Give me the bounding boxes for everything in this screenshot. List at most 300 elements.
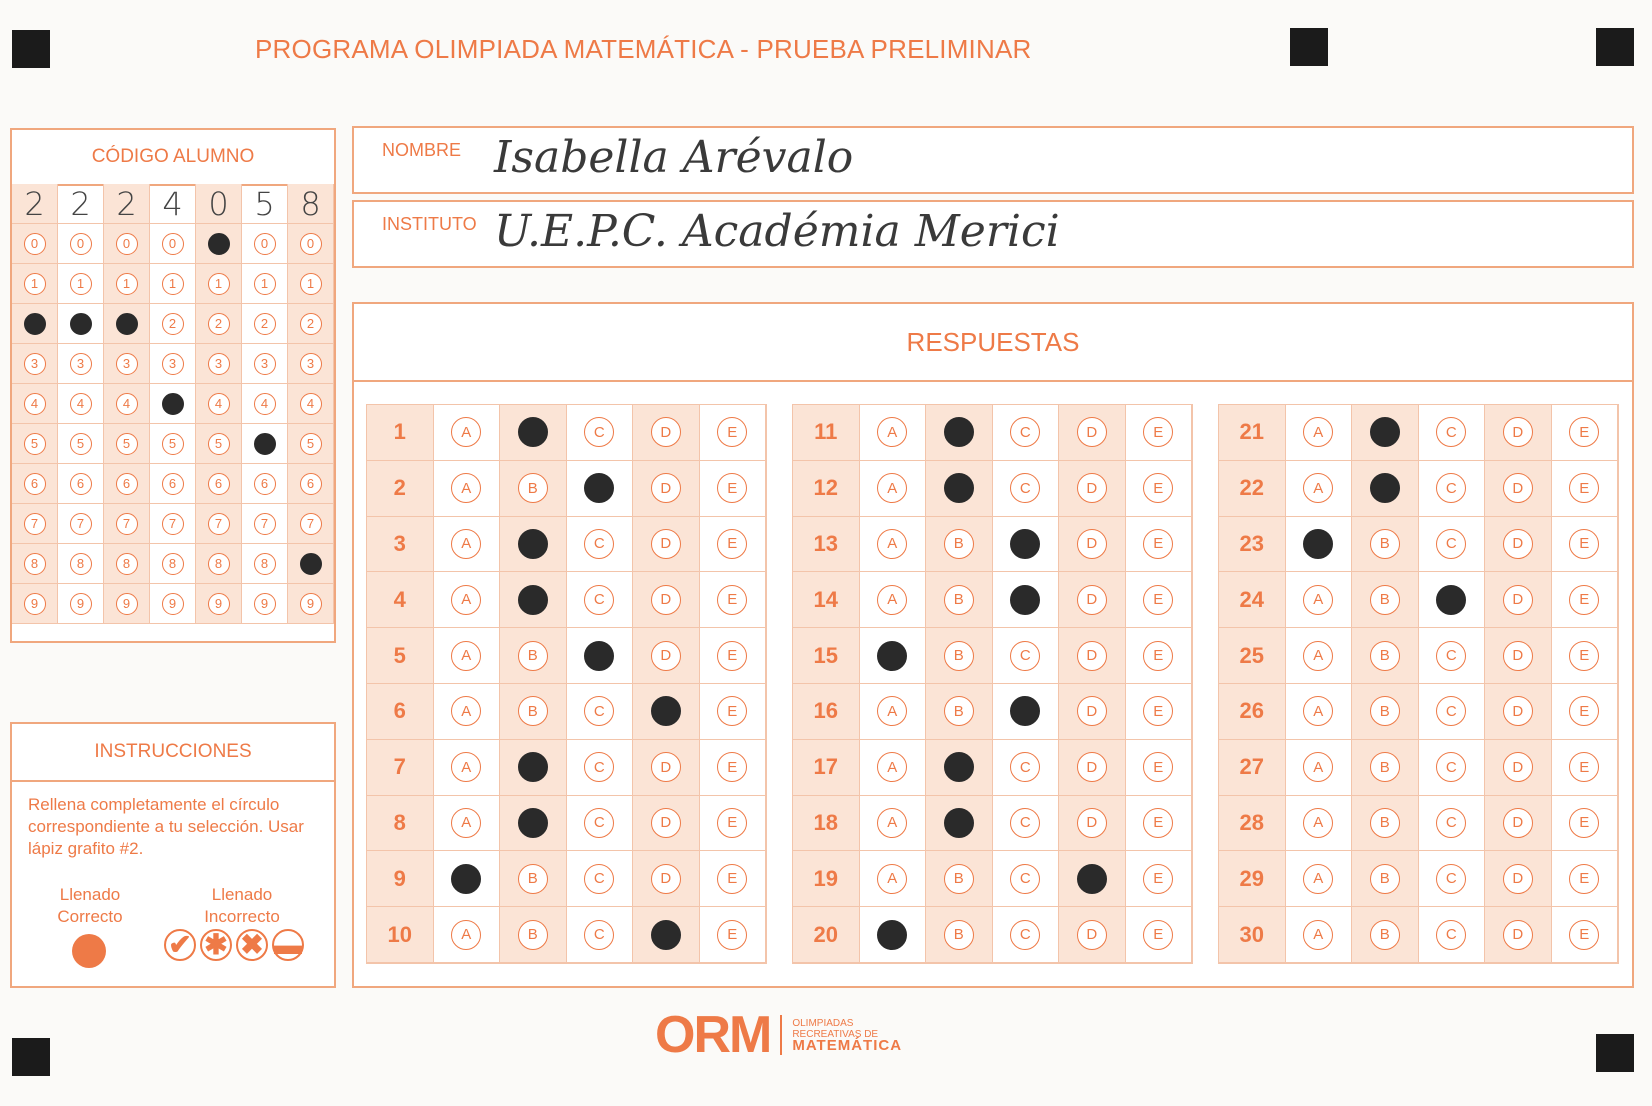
answer-bubble-21-d[interactable]: D — [1503, 417, 1533, 447]
codigo-bubble[interactable]: 7 — [300, 513, 322, 535]
answer-bubble-2-a[interactable]: A — [451, 473, 481, 503]
question-number: 25 — [1219, 628, 1286, 684]
answer-bubble-16-c[interactable] — [1010, 696, 1040, 726]
answer-cell — [860, 851, 927, 907]
codigo-bubble[interactable] — [24, 313, 46, 335]
codigo-bubble[interactable]: 1 — [70, 273, 92, 295]
codigo-bubble[interactable]: 7 — [24, 513, 46, 535]
codigo-bubble[interactable]: 6 — [116, 473, 138, 495]
answer-bubble-12-e[interactable]: E — [1143, 473, 1173, 503]
nombre-field[interactable] — [352, 126, 1634, 194]
answer-bubble-14-a[interactable]: A — [877, 585, 907, 615]
answer-cell — [860, 796, 927, 852]
answer-bubble-26-e[interactable]: E — [1569, 696, 1599, 726]
correct-fill-example — [72, 934, 106, 968]
codigo-bubble[interactable]: 7 — [254, 513, 276, 535]
answer-bubble-5-a[interactable]: A — [451, 641, 481, 671]
answer-bubble-8-e[interactable]: E — [717, 808, 747, 838]
codigo-bubble[interactable]: 8 — [70, 553, 92, 575]
answer-bubble-1-c[interactable]: C — [584, 417, 614, 447]
answer-cell — [633, 796, 700, 852]
answer-bubble-17-b[interactable] — [944, 752, 974, 782]
answer-cell — [567, 907, 634, 963]
answer-bubble-11-e[interactable]: E — [1143, 417, 1173, 447]
answer-bubble-25-b[interactable]: B — [1370, 641, 1400, 671]
codigo-bubble[interactable]: 8 — [254, 553, 276, 575]
answer-bubble-24-c[interactable] — [1436, 585, 1466, 615]
question-number: 22 — [1219, 461, 1286, 517]
answer-bubble-24-a[interactable]: A — [1303, 585, 1333, 615]
codigo-grid — [12, 184, 334, 624]
answer-bubble-29-d[interactable]: D — [1503, 864, 1533, 894]
answer-cell — [1419, 461, 1486, 517]
answer-bubble-21-a[interactable]: A — [1303, 417, 1333, 447]
codigo-bubble[interactable]: 7 — [162, 513, 184, 535]
answer-cell — [1126, 517, 1193, 573]
codigo-bubble[interactable]: 9 — [24, 593, 46, 615]
answer-bubble-17-c[interactable]: C — [1010, 752, 1040, 782]
codigo-bubble[interactable]: 3 — [208, 353, 230, 375]
answer-bubble-30-c[interactable]: C — [1436, 920, 1466, 950]
codigo-bubble[interactable]: 8 — [162, 553, 184, 575]
answer-cell — [1552, 405, 1619, 461]
codigo-bubble[interactable]: 9 — [254, 593, 276, 615]
codigo-bubble[interactable]: 9 — [162, 593, 184, 615]
codigo-bubble[interactable] — [162, 393, 184, 415]
codigo-bubble[interactable]: 1 — [254, 273, 276, 295]
answer-bubble-19-e[interactable]: E — [1143, 864, 1173, 894]
answer-bubble-19-a[interactable]: A — [877, 864, 907, 894]
answer-cell — [1059, 851, 1126, 907]
codigo-bubble[interactable]: 5 — [70, 433, 92, 455]
answer-bubble-13-b[interactable]: B — [944, 529, 974, 559]
answer-bubble-4-b[interactable] — [518, 585, 548, 615]
codigo-bubble[interactable]: 5 — [208, 433, 230, 455]
codigo-bubble[interactable]: 0 — [300, 233, 322, 255]
question-number: 8 — [367, 796, 434, 852]
answer-bubble-23-c[interactable]: C — [1436, 529, 1466, 559]
answer-bubble-10-b[interactable]: B — [518, 920, 548, 950]
codigo-bubble-cell — [288, 544, 334, 584]
answer-bubble-27-e[interactable]: E — [1569, 752, 1599, 782]
answer-block-21-30 — [1218, 404, 1619, 964]
codigo-bubble[interactable]: 1 — [116, 273, 138, 295]
answer-bubble-12-b[interactable] — [944, 473, 974, 503]
codigo-bubble[interactable]: 6 — [70, 473, 92, 495]
codigo-bubble[interactable]: 1 — [300, 273, 322, 295]
answer-bubble-9-d[interactable]: D — [651, 864, 681, 894]
answer-bubble-2-e[interactable]: E — [717, 473, 747, 503]
answer-bubble-6-d[interactable] — [651, 696, 681, 726]
answer-cell — [434, 796, 501, 852]
answer-cell — [434, 517, 501, 573]
answer-bubble-29-b[interactable]: B — [1370, 864, 1400, 894]
answer-bubble-27-c[interactable]: C — [1436, 752, 1466, 782]
question-number: 28 — [1219, 796, 1286, 852]
codigo-bubble[interactable]: 7 — [70, 513, 92, 535]
answer-bubble-22-b[interactable] — [1370, 473, 1400, 503]
answer-bubble-16-e[interactable]: E — [1143, 696, 1173, 726]
answer-bubble-18-b[interactable] — [944, 808, 974, 838]
answer-cell — [500, 851, 567, 907]
codigo-bubble[interactable]: 9 — [208, 593, 230, 615]
codigo-bubble[interactable]: 3 — [24, 353, 46, 375]
codigo-bubble[interactable]: 9 — [70, 593, 92, 615]
answer-bubble-7-e[interactable]: E — [717, 752, 747, 782]
answer-bubble-16-a[interactable]: A — [877, 696, 907, 726]
codigo-bubble[interactable]: 4 — [116, 393, 138, 415]
answer-bubble-12-d[interactable]: D — [1077, 473, 1107, 503]
answer-bubble-15-b[interactable]: B — [944, 641, 974, 671]
answer-bubble-19-c[interactable]: C — [1010, 864, 1040, 894]
answer-bubble-18-d[interactable]: D — [1077, 808, 1107, 838]
codigo-bubble[interactable]: 4 — [24, 393, 46, 415]
answer-bubble-10-e[interactable]: E — [717, 920, 747, 950]
codigo-bubble-cell — [104, 224, 150, 264]
codigo-bubble[interactable]: 6 — [300, 473, 322, 495]
codigo-bubble-cell — [150, 544, 196, 584]
answer-bubble-14-e[interactable]: E — [1143, 585, 1173, 615]
codigo-bubble[interactable]: 4 — [300, 393, 322, 415]
answer-bubble-20-b[interactable]: B — [944, 920, 974, 950]
answer-bubble-8-d[interactable]: D — [651, 808, 681, 838]
answer-bubble-6-a[interactable]: A — [451, 696, 481, 726]
codigo-bubble[interactable]: 9 — [300, 593, 322, 615]
answer-bubble-6-e[interactable]: E — [717, 696, 747, 726]
answer-bubble-9-e[interactable]: E — [717, 864, 747, 894]
codigo-bubble[interactable]: 5 — [300, 433, 322, 455]
answer-bubble-26-d[interactable]: D — [1503, 696, 1533, 726]
answer-bubble-13-c[interactable] — [1010, 529, 1040, 559]
codigo-bubble[interactable]: 3 — [300, 353, 322, 375]
answer-bubble-7-d[interactable]: D — [651, 752, 681, 782]
answer-cell — [434, 405, 501, 461]
answer-bubble-3-c[interactable]: C — [584, 529, 614, 559]
codigo-bubble[interactable]: 5 — [116, 433, 138, 455]
answer-bubble-5-c[interactable] — [584, 641, 614, 671]
answer-bubble-4-e[interactable]: E — [717, 585, 747, 615]
answer-bubble-23-d[interactable]: D — [1503, 529, 1533, 559]
answer-bubble-26-c[interactable]: C — [1436, 696, 1466, 726]
answer-bubble-8-a[interactable]: A — [451, 808, 481, 838]
codigo-bubble[interactable]: 5 — [162, 433, 184, 455]
codigo-bubble[interactable]: 3 — [254, 353, 276, 375]
answer-cell — [993, 517, 1060, 573]
answer-bubble-3-e[interactable]: E — [717, 529, 747, 559]
answer-cell — [700, 572, 767, 628]
answer-bubble-8-c[interactable]: C — [584, 808, 614, 838]
codigo-bubble-cell — [104, 584, 150, 624]
answer-bubble-18-e[interactable]: E — [1143, 808, 1173, 838]
answer-bubble-27-b[interactable]: B — [1370, 752, 1400, 782]
answer-bubble-14-b[interactable]: B — [944, 585, 974, 615]
codigo-bubble[interactable]: 2 — [208, 313, 230, 335]
answer-cell — [1286, 405, 1353, 461]
codigo-bubble[interactable] — [254, 433, 276, 455]
codigo-bubble[interactable]: 8 — [24, 553, 46, 575]
codigo-bubble-cell — [196, 584, 242, 624]
answer-bubble-28-d[interactable]: D — [1503, 808, 1533, 838]
codigo-bubble[interactable]: 4 — [70, 393, 92, 415]
codigo-bubble[interactable]: 6 — [24, 473, 46, 495]
codigo-bubble-cell — [12, 464, 58, 504]
answer-bubble-23-e[interactable]: E — [1569, 529, 1599, 559]
answer-bubble-23-b[interactable]: B — [1370, 529, 1400, 559]
answer-bubble-24-b[interactable]: B — [1370, 585, 1400, 615]
answer-bubble-13-d[interactable]: D — [1077, 529, 1107, 559]
codigo-bubble-cell — [196, 504, 242, 544]
answer-cell — [567, 572, 634, 628]
answer-bubble-18-c[interactable]: C — [1010, 808, 1040, 838]
answer-bubble-4-a[interactable]: A — [451, 585, 481, 615]
instituto-field[interactable] — [352, 200, 1634, 268]
answer-bubble-9-c[interactable]: C — [584, 864, 614, 894]
codigo-digit-cell — [150, 184, 196, 224]
answer-cell — [567, 628, 634, 684]
codigo-bubble[interactable]: 6 — [208, 473, 230, 495]
answer-bubble-17-d[interactable]: D — [1077, 752, 1107, 782]
codigo-bubble[interactable]: 1 — [24, 273, 46, 295]
answer-bubble-2-c[interactable] — [584, 473, 614, 503]
codigo-bubble[interactable]: 0 — [24, 233, 46, 255]
answer-bubble-3-a[interactable]: A — [451, 529, 481, 559]
codigo-bubble[interactable] — [116, 313, 138, 335]
codigo-bubble-cell — [104, 464, 150, 504]
nombre-label: NOMBRE — [382, 140, 462, 160]
answer-cell — [1552, 517, 1619, 573]
answer-cell — [993, 796, 1060, 852]
answer-cell — [567, 684, 634, 740]
answer-bubble-24-e[interactable]: E — [1569, 585, 1599, 615]
codigo-bubble[interactable]: 4 — [208, 393, 230, 415]
answer-bubble-14-d[interactable]: D — [1077, 585, 1107, 615]
answer-bubble-3-d[interactable]: D — [651, 529, 681, 559]
answer-bubble-27-a[interactable]: A — [1303, 752, 1333, 782]
answer-bubble-30-d[interactable]: D — [1503, 920, 1533, 950]
answer-cell — [926, 796, 993, 852]
answer-bubble-1-e[interactable]: E — [717, 417, 747, 447]
codigo-bubble[interactable]: 1 — [208, 273, 230, 295]
answer-bubble-29-c[interactable]: C — [1436, 864, 1466, 894]
answer-cell — [1126, 572, 1193, 628]
answer-bubble-17-e[interactable]: E — [1143, 752, 1173, 782]
answer-bubble-20-a[interactable] — [877, 920, 907, 950]
answer-bubble-19-d[interactable] — [1077, 864, 1107, 894]
answer-bubble-20-e[interactable]: E — [1143, 920, 1173, 950]
answer-cell — [926, 405, 993, 461]
codigo-bubble[interactable]: 0 — [116, 233, 138, 255]
answer-bubble-25-a[interactable]: A — [1303, 641, 1333, 671]
codigo-bubble[interactable]: 7 — [116, 513, 138, 535]
codigo-bubble-cell — [196, 304, 242, 344]
codigo-bubble-cell — [242, 344, 288, 384]
answer-bubble-18-a[interactable]: A — [877, 808, 907, 838]
codigo-digit-cell — [104, 184, 150, 224]
answer-bubble-25-e[interactable]: E — [1569, 641, 1599, 671]
answer-bubble-2-b[interactable]: B — [518, 473, 548, 503]
answer-bubble-24-d[interactable]: D — [1503, 585, 1533, 615]
answer-cell — [1419, 628, 1486, 684]
answer-bubble-16-b[interactable]: B — [944, 696, 974, 726]
codigo-bubble-cell — [288, 264, 334, 304]
answer-cell — [993, 572, 1060, 628]
codigo-bubble[interactable]: 3 — [162, 353, 184, 375]
answer-bubble-22-e[interactable]: E — [1569, 473, 1599, 503]
answer-cell — [1059, 572, 1126, 628]
answer-bubble-10-d[interactable] — [651, 920, 681, 950]
answer-bubble-13-a[interactable]: A — [877, 529, 907, 559]
answer-bubble-22-d[interactable]: D — [1503, 473, 1533, 503]
codigo-bubble[interactable]: 1 — [162, 273, 184, 295]
answer-bubble-29-a[interactable]: A — [1303, 864, 1333, 894]
answer-bubble-11-b[interactable] — [944, 417, 974, 447]
codigo-bubble-cell — [58, 384, 104, 424]
codigo-bubble[interactable]: 8 — [208, 553, 230, 575]
codigo-bubble[interactable]: 0 — [254, 233, 276, 255]
answer-bubble-27-d[interactable]: D — [1503, 752, 1533, 782]
answer-bubble-22-a[interactable]: A — [1303, 473, 1333, 503]
answer-bubble-26-a[interactable]: A — [1303, 696, 1333, 726]
codigo-digit-cell — [12, 184, 58, 224]
codigo-bubble[interactable] — [208, 233, 230, 255]
cross-mark-icon: ✖ — [236, 929, 268, 961]
answer-bubble-11-a[interactable]: A — [877, 417, 907, 447]
codigo-bubble[interactable] — [70, 313, 92, 335]
answer-bubble-11-c[interactable]: C — [1010, 417, 1040, 447]
answer-cell — [434, 740, 501, 796]
answer-bubble-30-a[interactable]: A — [1303, 920, 1333, 950]
codigo-bubble-cell — [242, 544, 288, 584]
codigo-handwritten-digit: 2 — [24, 184, 45, 223]
codigo-bubble[interactable]: 8 — [116, 553, 138, 575]
answer-bubble-12-a[interactable]: A — [877, 473, 907, 503]
answer-cell — [993, 684, 1060, 740]
codigo-bubble[interactable] — [300, 553, 322, 575]
answer-cell — [500, 572, 567, 628]
answer-cell — [926, 517, 993, 573]
codigo-bubble[interactable]: 6 — [162, 473, 184, 495]
codigo-bubble[interactable]: 3 — [116, 353, 138, 375]
answer-bubble-4-d[interactable]: D — [651, 585, 681, 615]
answer-bubble-7-c[interactable]: C — [584, 752, 614, 782]
answer-bubble-28-a[interactable]: A — [1303, 808, 1333, 838]
codigo-bubble[interactable]: 0 — [70, 233, 92, 255]
answer-cell — [1485, 796, 1552, 852]
answer-bubble-21-c[interactable]: C — [1436, 417, 1466, 447]
answer-bubble-15-e[interactable]: E — [1143, 641, 1173, 671]
answer-bubble-7-a[interactable]: A — [451, 752, 481, 782]
answer-bubble-26-b[interactable]: B — [1370, 696, 1400, 726]
codigo-bubble[interactable]: 7 — [208, 513, 230, 535]
codigo-bubble[interactable]: 3 — [70, 353, 92, 375]
answer-bubble-30-e[interactable]: E — [1569, 920, 1599, 950]
answer-cell — [860, 628, 927, 684]
answer-bubble-9-a[interactable] — [451, 864, 481, 894]
answer-cell — [1485, 740, 1552, 796]
answer-cell — [1352, 405, 1419, 461]
codigo-bubble-cell — [12, 504, 58, 544]
answer-bubble-25-d[interactable]: D — [1503, 641, 1533, 671]
codigo-bubble[interactable]: 2 — [162, 313, 184, 335]
answer-cell — [926, 628, 993, 684]
answer-bubble-25-c[interactable]: C — [1436, 641, 1466, 671]
answer-bubble-28-b[interactable]: B — [1370, 808, 1400, 838]
answer-bubble-2-d[interactable]: D — [651, 473, 681, 503]
answer-bubble-6-b[interactable]: B — [518, 696, 548, 726]
answer-bubble-14-c[interactable] — [1010, 585, 1040, 615]
answer-bubble-5-e[interactable]: E — [717, 641, 747, 671]
question-number: 11 — [793, 405, 860, 461]
codigo-bubble[interactable]: 6 — [254, 473, 276, 495]
codigo-bubble-cell — [150, 384, 196, 424]
answer-bubble-30-b[interactable]: B — [1370, 920, 1400, 950]
answer-bubble-13-e[interactable]: E — [1143, 529, 1173, 559]
codigo-bubble[interactable]: 9 — [116, 593, 138, 615]
codigo-bubble[interactable]: 4 — [254, 393, 276, 415]
answer-bubble-15-a[interactable] — [877, 641, 907, 671]
answer-bubble-15-d[interactable]: D — [1077, 641, 1107, 671]
codigo-bubble[interactable]: 0 — [162, 233, 184, 255]
answer-bubble-8-b[interactable] — [518, 808, 548, 838]
answer-bubble-22-c[interactable]: C — [1436, 473, 1466, 503]
answer-bubble-11-d[interactable]: D — [1077, 417, 1107, 447]
answer-bubble-19-b[interactable]: B — [944, 864, 974, 894]
answer-bubble-21-e[interactable]: E — [1569, 417, 1599, 447]
answer-block-11-20 — [792, 404, 1193, 964]
answer-bubble-17-a[interactable]: A — [877, 752, 907, 782]
codigo-bubble[interactable]: 5 — [24, 433, 46, 455]
answer-bubble-15-c[interactable]: C — [1010, 641, 1040, 671]
codigo-bubble[interactable]: 2 — [300, 313, 322, 335]
answer-bubble-1-b[interactable] — [518, 417, 548, 447]
answer-bubble-21-b[interactable] — [1370, 417, 1400, 447]
answer-bubble-3-b[interactable] — [518, 529, 548, 559]
codigo-bubble-cell — [104, 304, 150, 344]
answer-bubble-12-c[interactable]: C — [1010, 473, 1040, 503]
codigo-bubble[interactable]: 2 — [254, 313, 276, 335]
codigo-bubble-cell — [288, 224, 334, 264]
answer-bubble-10-c[interactable]: C — [584, 920, 614, 950]
answer-bubble-10-a[interactable]: A — [451, 920, 481, 950]
registration-mark-bottom-right — [1596, 1034, 1634, 1072]
answer-cell — [1552, 684, 1619, 740]
codigo-bubble-cell — [196, 344, 242, 384]
answer-bubble-23-a[interactable] — [1303, 529, 1333, 559]
answer-bubble-5-d[interactable]: D — [651, 641, 681, 671]
codigo-bubble-cell — [104, 504, 150, 544]
question-number: 9 — [367, 851, 434, 907]
answer-bubble-20-c[interactable]: C — [1010, 920, 1040, 950]
answer-bubble-20-d[interactable]: D — [1077, 920, 1107, 950]
answer-bubble-5-b[interactable]: B — [518, 641, 548, 671]
answer-bubble-16-d[interactable]: D — [1077, 696, 1107, 726]
answer-bubble-4-c[interactable]: C — [584, 585, 614, 615]
answer-bubble-1-d[interactable]: D — [651, 417, 681, 447]
answer-bubble-7-b[interactable] — [518, 752, 548, 782]
check-mark-icon: ✔ — [164, 929, 196, 961]
answer-bubble-6-c[interactable]: C — [584, 696, 614, 726]
answer-bubble-29-e[interactable]: E — [1569, 864, 1599, 894]
question-number: 24 — [1219, 572, 1286, 628]
codigo-bubble-cell — [150, 424, 196, 464]
question-number: 18 — [793, 796, 860, 852]
answer-bubble-28-e[interactable]: E — [1569, 808, 1599, 838]
answer-bubble-9-b[interactable]: B — [518, 864, 548, 894]
answer-bubble-1-a[interactable]: A — [451, 417, 481, 447]
answer-bubble-28-c[interactable]: C — [1436, 808, 1466, 838]
codigo-bubble-cell — [196, 384, 242, 424]
logo-subtitle — [792, 1018, 902, 1053]
